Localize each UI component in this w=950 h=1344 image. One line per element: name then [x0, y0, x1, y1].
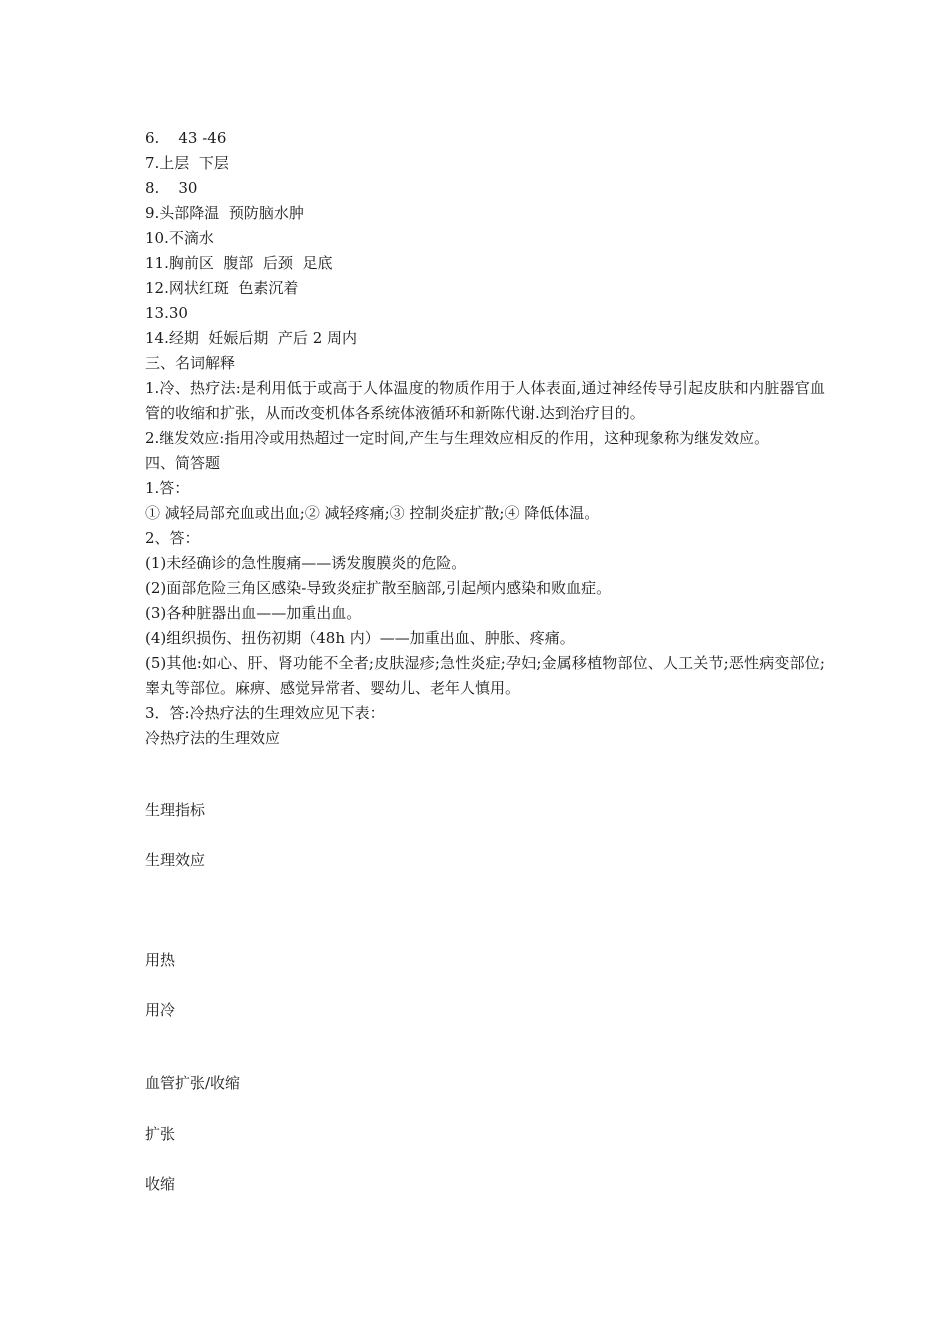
table-header-indicator: 生理指标: [145, 801, 206, 819]
table-col-heat: 用热: [145, 951, 176, 969]
question-2-item-1: (1)未经确诊的急性腹痛——诱发腹膜炎的危险。: [145, 554, 467, 572]
question-2-item-2: (2)面部危险三角区感染-导致炎症扩散至脑部,引起颅内感染和败血症。: [145, 579, 612, 597]
table-row-vessel-indicator: 血管扩张/收缩: [145, 1074, 241, 1092]
table-col-cold: 用冷: [145, 1001, 176, 1019]
question-2-label: 2、答：: [145, 529, 200, 547]
document-body: [145, 126, 825, 751]
table-caption: 冷热疗法的生理效应: [145, 729, 281, 747]
question-3-label: 3．答:冷热疗法的生理效应见下表：: [145, 704, 385, 722]
question-2-item-3: (3)各种脏器出血——加重出血。: [145, 604, 362, 622]
answer-6: 6. 43 -46: [145, 129, 227, 147]
table-header-effect: 生理效应: [145, 851, 206, 869]
answer-7: 7.上层 下层: [145, 154, 229, 172]
section-heading-short-answer: 四、简答题: [145, 454, 221, 472]
definition-1: 1.冷、热疗法:是利用低于或高于人体温度的物质作用于人体表面,通过神经传导引起皮肤和内脏器官血管的收缩和扩张，从而改变机体各系统体液循环和新陈代谢.达到治疗目的。: [145, 379, 825, 422]
table-row-vessel-heat: 扩张: [145, 1125, 176, 1143]
answer-8: 8. 30: [145, 179, 198, 197]
answer-13: 13.30: [145, 304, 188, 322]
answer-10: 10.不滴水: [145, 229, 214, 247]
table-row-vessel-cold: 收缩: [145, 1175, 176, 1193]
section-heading-definitions: 三、名词解释: [145, 354, 236, 372]
question-1-label: 1.答：: [145, 479, 190, 497]
question-2-item-4: (4)组织损伤、扭伤初期（48h 内）——加重出血、肿胀、疼痛。: [145, 629, 575, 647]
answer-9: 9.头部降温 预防脑水肿: [145, 204, 304, 222]
definition-2: 2.继发效应:指用冷或用热超过一定时间,产生与生理效应相反的作用，这种现象称为继发效应。: [145, 429, 770, 447]
answer-14: 14.经期 妊娠后期 产后 2 周内: [145, 329, 358, 347]
question-1-answer: ① 减轻局部充血或出血;② 减轻疼痛;③ 控制炎症扩散;④ 降低体温。: [145, 504, 600, 522]
answer-11: 11.胸前区 腹部 后颈 足底: [145, 254, 333, 272]
answer-12: 12.网状红斑 色素沉着: [145, 279, 299, 297]
question-2-item-5: (5)其他:如心、肝、肾功能不全者;皮肤湿疹;急性炎症;孕妇;金属移植物部位、人工关节;恶性病变部位;睾丸等部位。麻痹、感觉异常者、婴幼儿、老年人慎用。: [145, 654, 825, 697]
